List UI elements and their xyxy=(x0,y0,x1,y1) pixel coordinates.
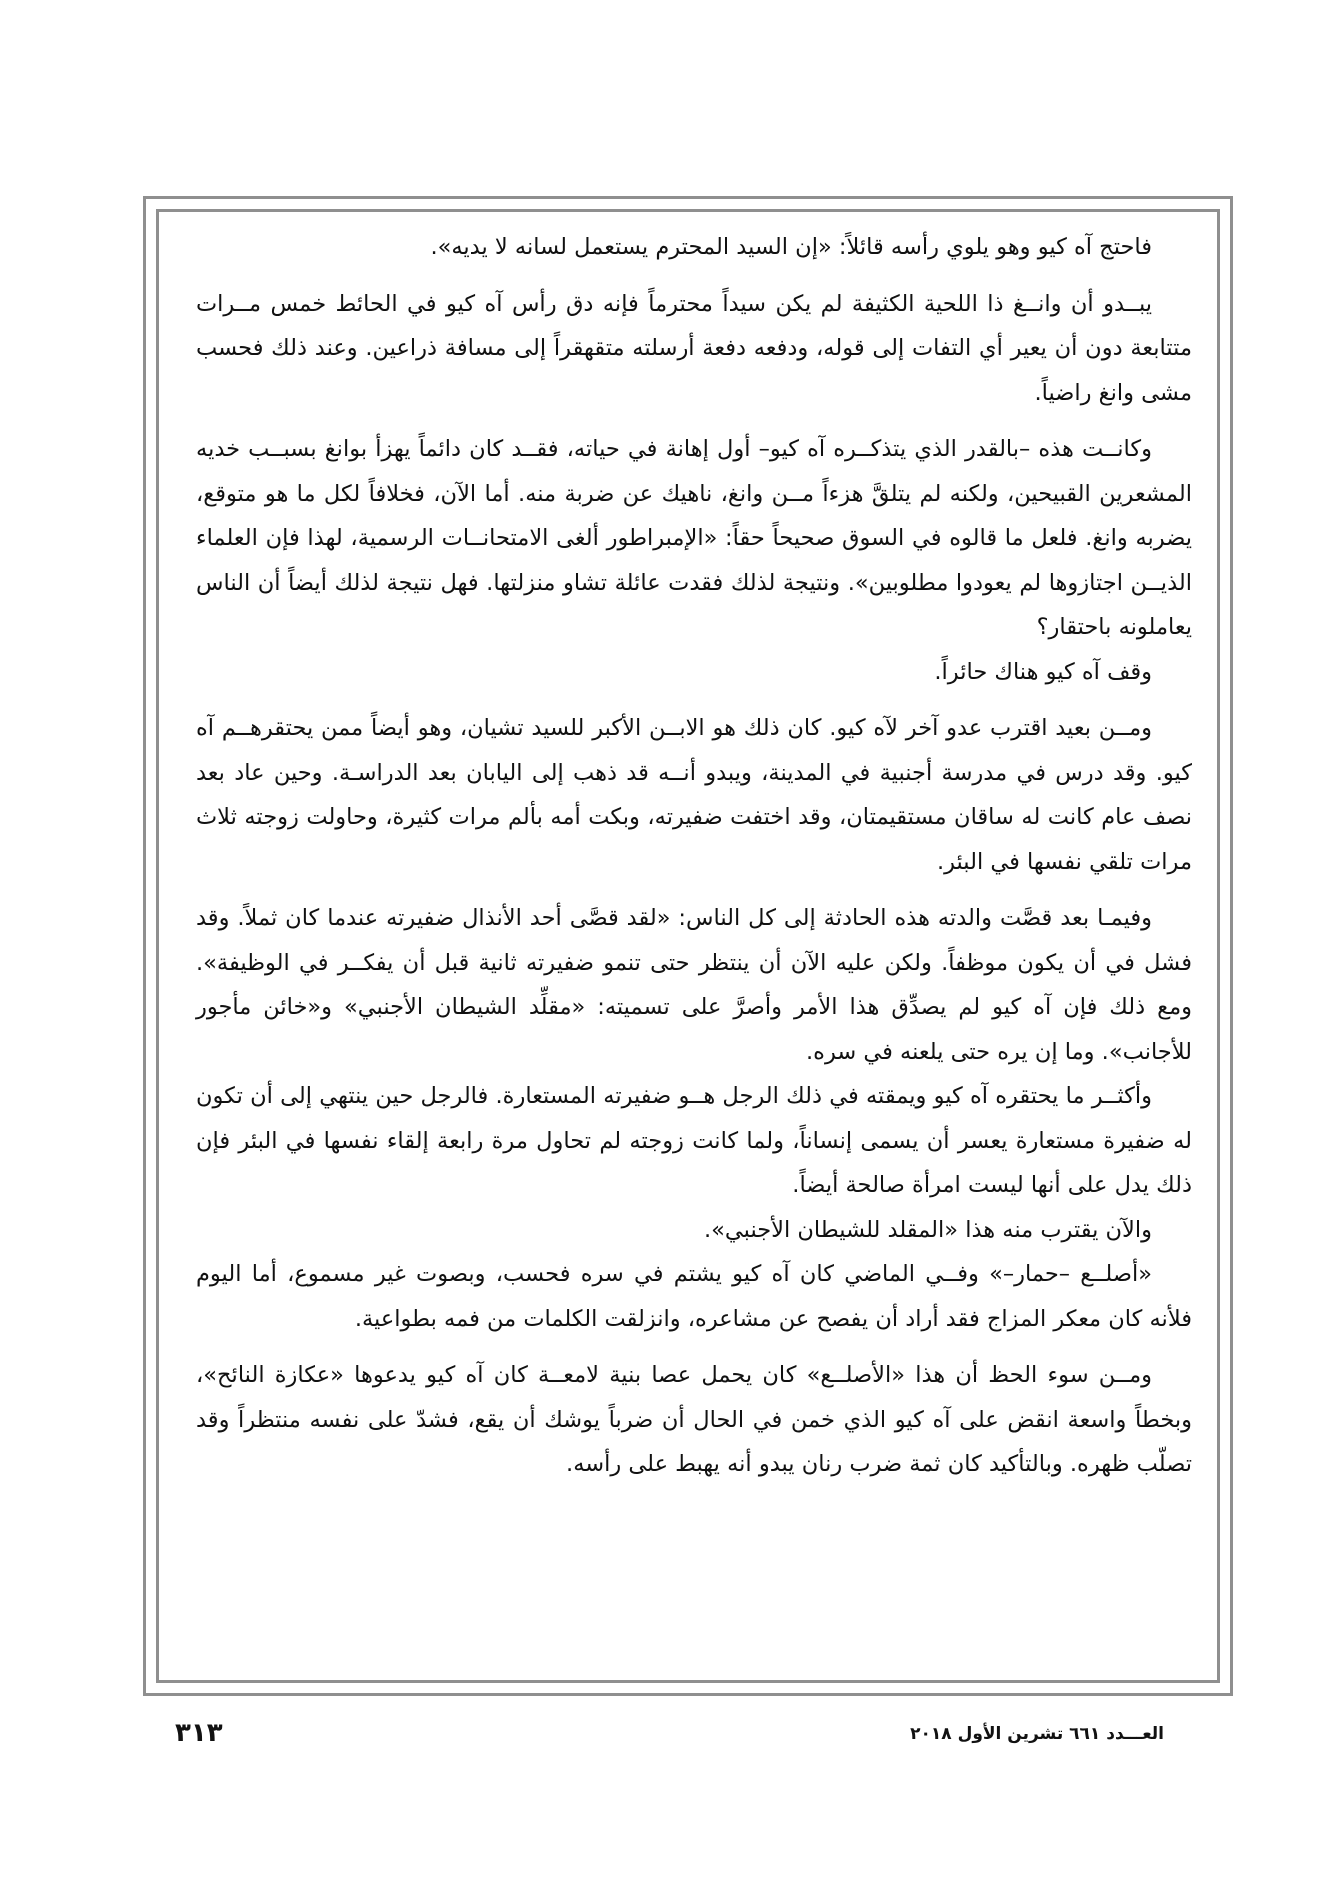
article-paragraph: وفيمـا بعد قصَّت والدته هذه الحادثة إلى كل الناس: «لقد قصَّى أحد الأنذال ضفيرته عندما كان ثملاً. وقد فشل في أن يكون موظفاً. ولكن عليه الآن أن ينتظر حتى تنمو ضفيرته ثانية قبل أن يفكــر في الوظيفة». ومع ذلك فإن آه كيو لم يصدِّق هذا الأمر وأصرَّ على تسميته: «مقلِّد الشيطان الأجنبي» و«خائن مأجور للأجانب». وما إن يره حتى يلعنه في سره. xyxy=(196,905,1192,1065)
issue-label: العـــدد ٦٦١ تشرين الأول ٢٠١٨ xyxy=(910,1724,1164,1744)
article-paragraph: يبــدو أن وانــغ ذا اللحية الكثيفة لم يكن سيداً محترماً فإنه دق رأس آه كيو في الحائط خمس مــرات متتابعة دون أن يعير أي التفات إلى قوله، ودفعه دفعة أرسلته متقهقراً إلى مسافة ذراعين. وعند ذلك فحسب مشى وانغ راضياً. xyxy=(196,290,1192,406)
article-paragraph: وقف آه كيو هناك حائراً. xyxy=(934,658,1152,685)
page-number: ٣١٣ xyxy=(175,1718,223,1748)
article-paragraph: فاحتج آه كيو وهو يلوي رأسه قائلاً: «إن السيد المحترم يستعمل لسانه لا يديه». xyxy=(430,234,1152,260)
article-paragraph: «أصلــع –حمار–» وفــي الماضي كان آه كيو يشتم في سره فحسب، وبصوت غير مسموع، أما اليوم فلأنه كان معكر المزاج فقد أراد أن يفصح عن مشاعره، وانزلقت الكلمات من فمه بطواعية. xyxy=(196,1261,1192,1332)
page-footer xyxy=(175,1718,1164,1758)
article-paragraph: وكانــت هذه –بالقدر الذي يتذكــره آه كيو– أول إهانة في حياته، فقــد كان دائماً يهزأ بوانغ بسبــب خديه المشعرين القبيحين، ولكنه لم يتلقَّ هزءاً مــن وانغ، ناهيك عن ضربة منه. أما الآن، فخلافاً لكل ما هو متوقع، يضربه وانغ. فلعل ما قالوه في السوق صحيحاً حقاً: «الإمبراطور ألغى الامتحانــات الرسمية، لهذا فإن العلماء الذيــن اجتازوها لم يعودوا مطلوبين». ونتيجة لذلك فقدت عائلة تشاو منزلتها. فهل نتيجة لذلك أيضاً أن الناس يعاملونه باحتقار؟ xyxy=(196,436,1192,640)
article-paragraph: ومــن سوء الحظ أن هذا «الأصلــع» كان يحمل عصا بنية لامعــة كان آه كيو يدعوها «عكازة النائح»، وبخطاً واسعة انقض على آه كيو الذي خمن في الحال أن ضرباً يوشك أن يقع، فشدّ على نفسه منتظراً وقد تصلّب ظهره. وبالتأكيد كان ثمة ضرب رنان يبدو أنه يهبط على رأسه. xyxy=(196,1362,1192,1477)
article-paragraph: والآن يقترب منه هذا «المقلد للشيطان الأجنبي». xyxy=(703,1216,1152,1243)
article-paragraph: ومــن بعيد اقترب عدو آخر لآه كيو. كان ذلك هو الابــن الأكبر للسيد تشيان، وهو أيضاً ممن يحتقرهــم آه كيو. وقد درس في مدرسة أجنبية في المدينة، ويبدو أنــه قد ذهب إلى اليابان بعد الدراسـة. وحين عاد بعد نصف عام كانت له ساقان مستقيمتان، وقد اختفت ضفيرته، وبكت أمه بألم مرات كثيرة، وحاولت زوجته ثلاث مرات تلقي نفسها في البئر. xyxy=(196,715,1192,875)
page-frame-outer xyxy=(143,196,1233,1696)
article-paragraph: وأكثــر ما يحتقره آه كيو ويمقته في ذلك الرجل هــو ضفيرته المستعارة. فالرجل حين ينتهي إلى أن تكون له ضفيرة مستعارة يعسر أن يسمى إنساناً، ولما كانت زوجته لم تحاول مرة رابعة إلقاء نفسها في البئر فإن ذلك يدل على أنها ليست امرأة صالحة أيضاً. xyxy=(196,1083,1192,1198)
article-body xyxy=(196,225,1192,1487)
